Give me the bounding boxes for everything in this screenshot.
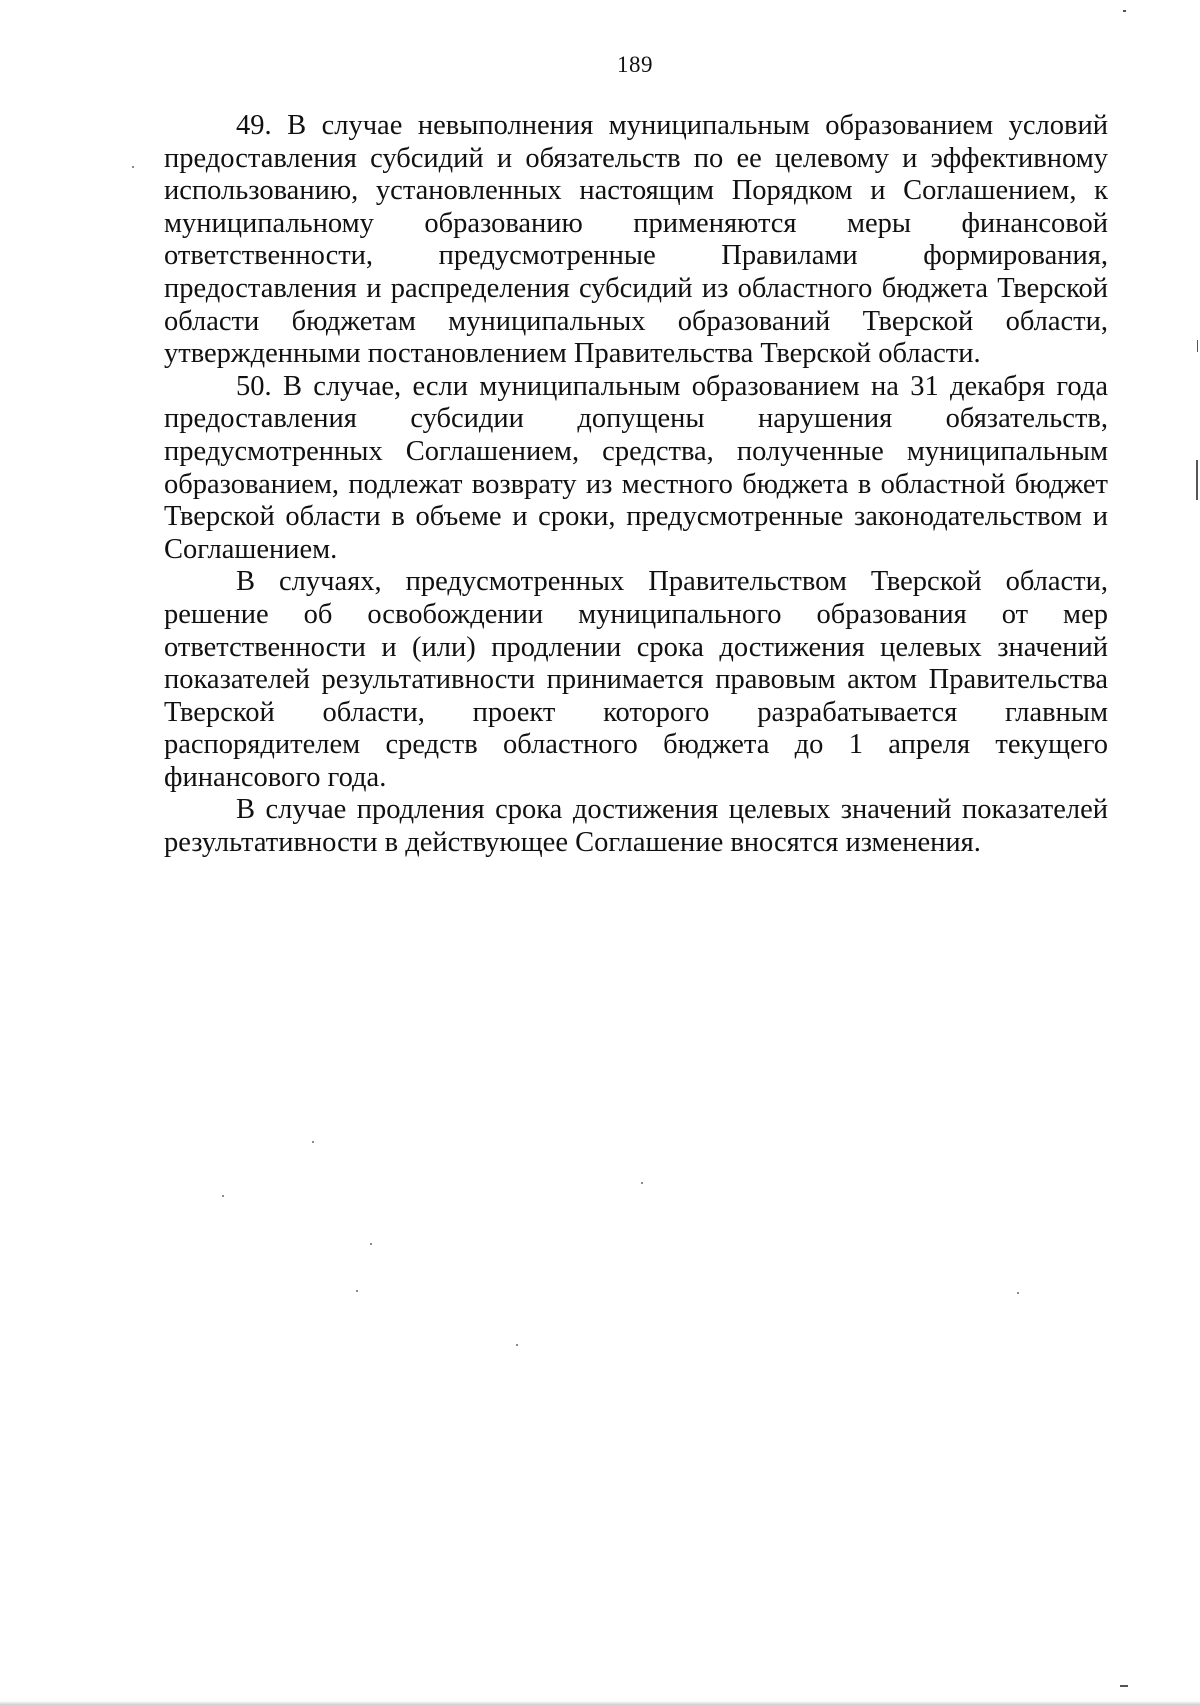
scan-bottom-edge bbox=[0, 1701, 1200, 1705]
scan-edge-mark bbox=[1123, 10, 1126, 12]
scan-speck bbox=[356, 1290, 358, 1292]
scan-edge-mark bbox=[1196, 460, 1198, 500]
document-body bbox=[164, 110, 1108, 860]
scan-speck bbox=[1017, 1292, 1019, 1294]
paragraph-extension: В случае продления срока достижения целевых значений показателей результативности в действующее Соглашение вносятся изменения. bbox=[164, 794, 1108, 859]
scan-speck bbox=[641, 1182, 643, 1184]
scan-speck bbox=[222, 1195, 224, 1197]
scan-edge-mark bbox=[1197, 340, 1198, 352]
scan-speck bbox=[370, 1243, 372, 1245]
paragraph-50: 50. В случае, если муниципальным образованием на 31 декабря года предоставления субсидии допущены нарушения обязательств, предусмотренных Соглашением, средства, полученные муниципальным образованием, подлежат возврату из местного бюджета в областной бюджет Тверской области в объеме и сроки, предусмотренные законодательством и Соглашением. bbox=[164, 370, 1108, 565]
scan-edge-mark bbox=[1120, 1685, 1128, 1687]
paragraph-49: 49. В случае невыполнения муниципальным образованием условий предоставления субсидий и обязательств по ее целевому и эффективному использованию, установленных настоящим Порядком и Соглашением, к муниципальному образованию применяются меры финансовой ответственности, предусмотренные Правилами формирования, предоставления и распределения субсидий из областного бюджета Тверской области бюджетам муниципальных образований Тверской области, утвержденными постановлением Правительства Тверской области. bbox=[164, 110, 1108, 370]
scan-speck bbox=[132, 166, 134, 168]
scan-speck bbox=[516, 1344, 518, 1346]
scan-speck bbox=[312, 1141, 314, 1143]
paragraph-exemption: В случаях, предусмотренных Правительством Тверской области, решение об освобождении муниципального образования от мер ответственности и (или) продлении срока достижения целевых значений показателей результативности принимается правовым актом Правительства Тверской области, проект которого разрабатывается главным распорядителем средств областного бюджета до 1 апреля текущего финансового года. bbox=[164, 566, 1108, 793]
page-number: 189 bbox=[617, 52, 653, 77]
